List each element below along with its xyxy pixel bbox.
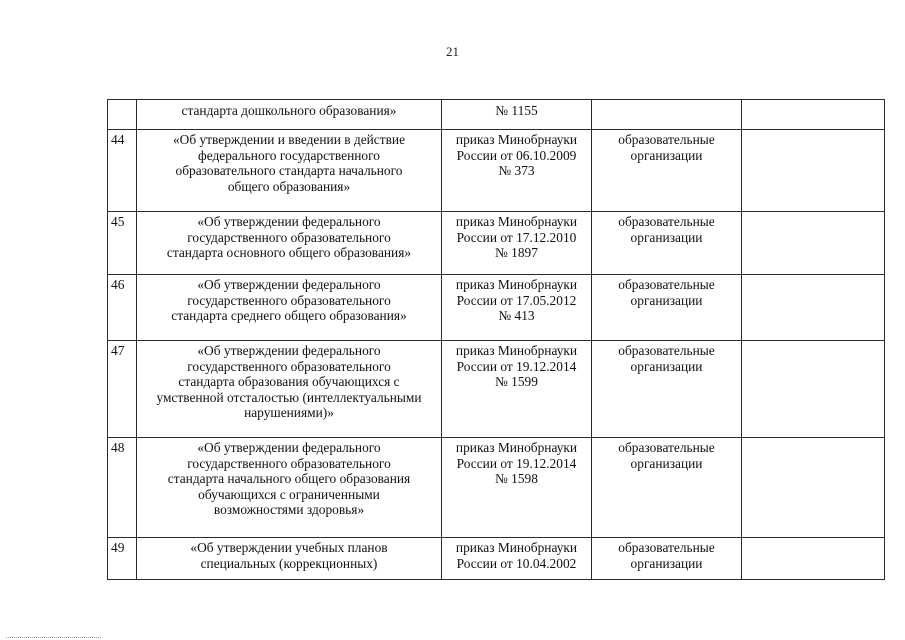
document-title bbox=[137, 275, 442, 341]
document-reference bbox=[442, 341, 592, 438]
reference-line: приказ Минобрнауки bbox=[455, 277, 578, 292]
reference-line: России от 10.04.2002 bbox=[456, 555, 577, 571]
party-line: организации bbox=[630, 555, 703, 571]
title-line: образовательного стандарта начального bbox=[175, 163, 403, 179]
document-reference bbox=[442, 130, 592, 212]
reference-line: № 1155 bbox=[495, 103, 538, 118]
note-cell bbox=[742, 538, 885, 580]
party-line: образовательные bbox=[618, 343, 715, 358]
row-number: 47 bbox=[108, 341, 137, 438]
responsible-party bbox=[592, 538, 742, 580]
title-line: возможностями здоровья» bbox=[213, 502, 365, 518]
reference-line: № 1599 bbox=[495, 374, 538, 390]
reference-line: № 1598 bbox=[495, 471, 538, 487]
document-reference bbox=[442, 275, 592, 341]
note-cell bbox=[742, 438, 885, 538]
row-number: 44 bbox=[108, 130, 137, 212]
party-line: образовательные bbox=[618, 440, 715, 455]
table-row bbox=[108, 538, 885, 580]
row-number: 49 bbox=[108, 538, 137, 580]
title-line: общего образования» bbox=[227, 178, 351, 194]
reference-line: № 1897 bbox=[495, 245, 538, 261]
title-line: государственного образовательного bbox=[187, 229, 391, 245]
table-row bbox=[108, 275, 885, 341]
regulations-table bbox=[107, 99, 885, 580]
title-line: стандарта образования обучающихся с bbox=[178, 374, 400, 390]
reference-line: России от 17.12.2010 bbox=[456, 229, 577, 245]
document-title bbox=[137, 438, 442, 538]
reference-line: приказ Минобрнауки bbox=[455, 214, 578, 229]
scan-footer-mark bbox=[6, 635, 101, 638]
title-line: «Об утверждении федерального bbox=[197, 277, 381, 292]
responsible-party bbox=[592, 275, 742, 341]
title-line: стандарта основного общего образования» bbox=[166, 245, 412, 261]
responsible-party bbox=[592, 100, 742, 130]
reference-line: приказ Минобрнауки bbox=[455, 440, 578, 455]
reference-line: № 413 bbox=[498, 308, 535, 324]
party-line: образовательные bbox=[618, 214, 715, 229]
row-number: 48 bbox=[108, 438, 137, 538]
party-line: организации bbox=[630, 455, 703, 471]
note-cell bbox=[742, 341, 885, 438]
document-reference bbox=[442, 538, 592, 580]
title-line: «Об утверждении федерального bbox=[197, 440, 381, 455]
note-cell bbox=[742, 275, 885, 341]
document-title bbox=[137, 212, 442, 275]
responsible-party bbox=[592, 130, 742, 212]
title-line: федерального государственного bbox=[198, 147, 380, 163]
table-row bbox=[108, 341, 885, 438]
title-line: «Об утверждении федерального bbox=[197, 343, 381, 358]
document-reference bbox=[442, 100, 592, 130]
responsible-party bbox=[592, 212, 742, 275]
reference-line: приказ Минобрнауки bbox=[455, 343, 578, 358]
reference-line: приказ Минобрнауки bbox=[455, 132, 578, 147]
title-line: государственного образовательного bbox=[187, 358, 391, 374]
row-number: 46 bbox=[108, 275, 137, 341]
reference-line: России от 17.05.2012 bbox=[456, 292, 577, 308]
table-row bbox=[108, 438, 885, 538]
party-line: организации bbox=[630, 292, 703, 308]
row-number: 45 bbox=[108, 212, 137, 275]
reference-line: России от 19.12.2014 bbox=[456, 455, 577, 471]
responsible-party bbox=[592, 341, 742, 438]
title-line: обучающихся с ограниченными bbox=[198, 486, 380, 502]
note-cell bbox=[742, 130, 885, 212]
note-cell bbox=[742, 100, 885, 130]
document-title bbox=[137, 341, 442, 438]
title-line: государственного образовательного bbox=[187, 292, 391, 308]
row-number bbox=[108, 100, 137, 130]
document-reference bbox=[442, 212, 592, 275]
document-title bbox=[137, 100, 442, 130]
reference-line: России от 19.12.2014 bbox=[456, 358, 577, 374]
party-line: образовательные bbox=[618, 277, 715, 292]
table-row bbox=[108, 130, 885, 212]
title-line: умственной отсталостью (интеллектуальными bbox=[156, 389, 422, 405]
document-title bbox=[137, 538, 442, 580]
party-line: организации bbox=[630, 229, 703, 245]
page-number: 21 bbox=[446, 44, 459, 59]
title-line: стандарта среднего общего образования» bbox=[171, 308, 407, 324]
responsible-party bbox=[592, 438, 742, 538]
title-line: стандарта начального общего образования bbox=[167, 471, 411, 487]
title-line: «Об утверждении федерального bbox=[197, 214, 381, 229]
title-line: нарушениями)» bbox=[244, 405, 334, 421]
table-row bbox=[108, 100, 885, 130]
title-line: государственного образовательного bbox=[187, 455, 391, 471]
title-line: стандарта дошкольного образования» bbox=[181, 103, 397, 118]
title-line: специальных (коррекционных) bbox=[200, 555, 378, 571]
party-line: организации bbox=[630, 147, 703, 163]
party-line: организации bbox=[630, 358, 703, 374]
party-line: образовательные bbox=[618, 132, 715, 147]
reference-line: № 373 bbox=[498, 163, 535, 179]
reference-line: приказ Минобрнауки bbox=[455, 540, 578, 555]
table-row bbox=[108, 212, 885, 275]
title-line: «Об утверждении учебных планов bbox=[190, 540, 388, 555]
title-line: «Об утверждении и введении в действие bbox=[172, 132, 406, 147]
party-line: образовательные bbox=[618, 540, 715, 555]
document-title bbox=[137, 130, 442, 212]
reference-line: России от 06.10.2009 bbox=[456, 147, 577, 163]
note-cell bbox=[742, 212, 885, 275]
document-reference bbox=[442, 438, 592, 538]
